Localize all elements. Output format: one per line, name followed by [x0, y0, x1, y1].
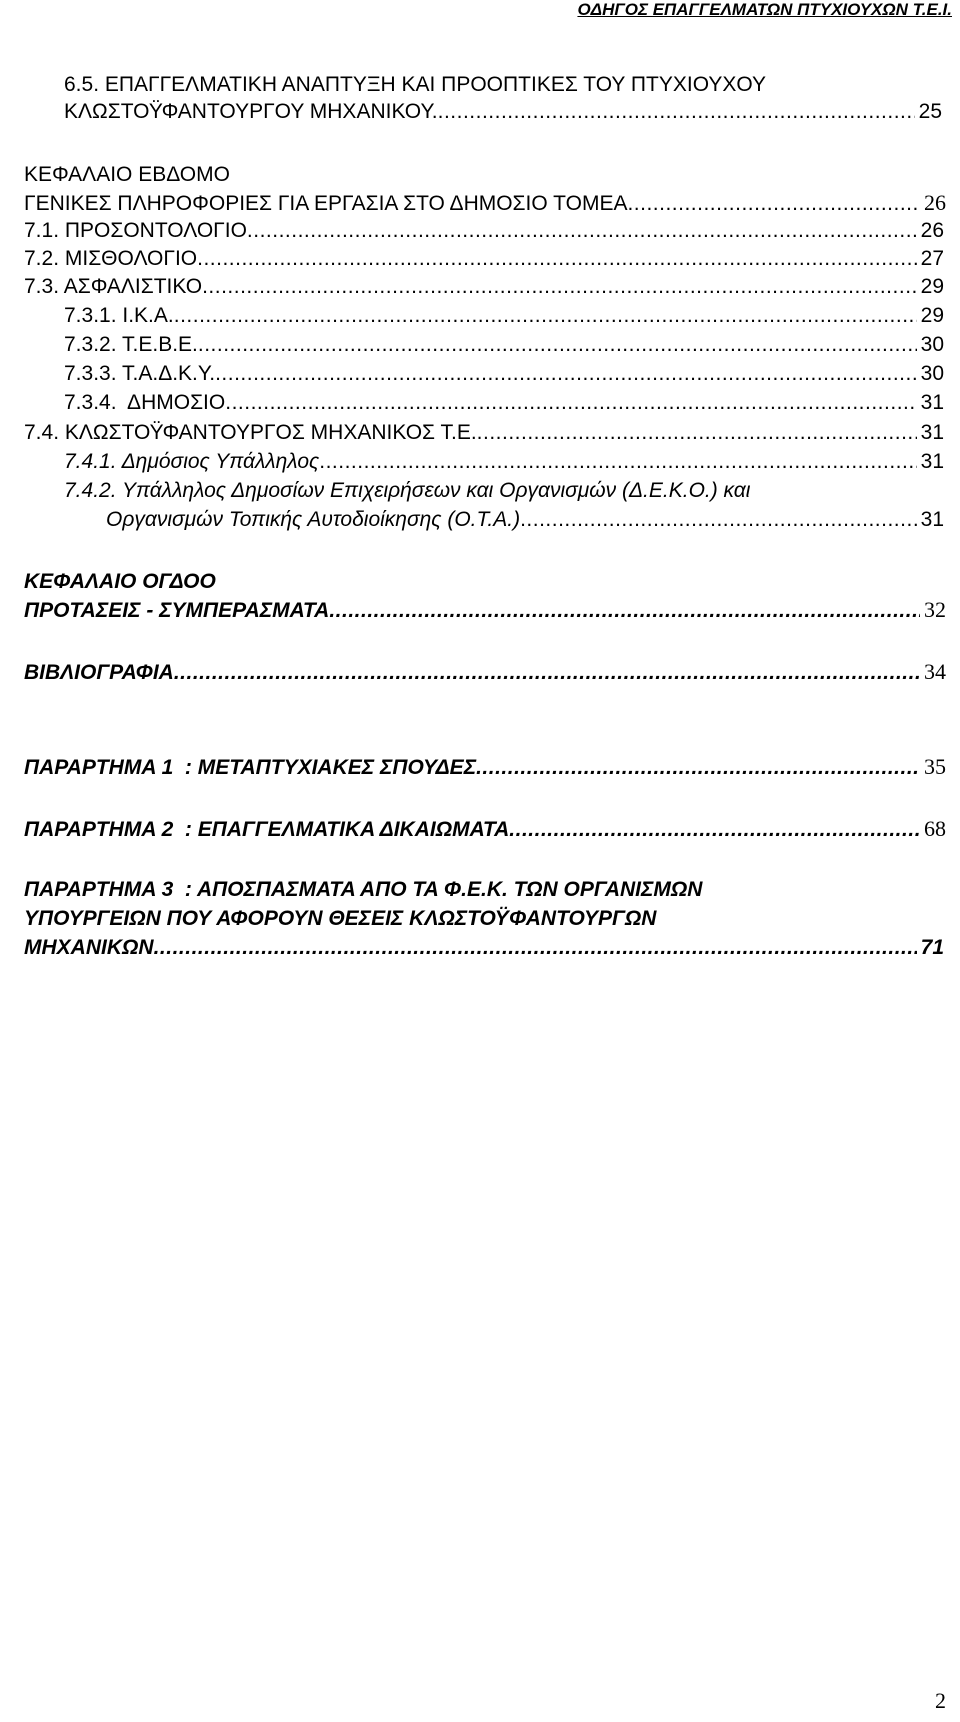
- toc-entry-7-3[interactable]: [24, 274, 944, 300]
- chapter-7-title: ΚΕΦΑΛΑΙΟ ΕΒΔΟΜΟ: [24, 163, 230, 186]
- toc-page-number: 30: [920, 333, 944, 356]
- toc-page-number: 31: [920, 508, 944, 531]
- toc-entry-label: 7.2. ΜΙΣΘΟΛΟΓΙΟ: [24, 247, 198, 270]
- toc-entry-label: ΜΗΧΑΝΙΚΩΝ: [24, 936, 154, 959]
- toc-page-number: 29: [920, 304, 944, 327]
- toc-entry-label: 7.3.1. Ι.Κ.Α.: [64, 304, 174, 327]
- toc-entry-6-5[interactable]: [64, 99, 942, 125]
- toc-entry-label: 7.4. ΚΛΩΣΤΟΫΦΑΝΤΟΥΡΓΟΣ ΜΗΧΑΝΙΚΟΣ Τ.Ε.: [24, 421, 477, 444]
- toc-entry-bibliography[interactable]: [24, 659, 946, 685]
- toc-entry-7-4-2[interactable]: [106, 507, 944, 533]
- toc-entry-label: ΠΑΡΑΡΤΗΜΑ 2 : ΕΠΑΓΓΕΛΜΑΤΙΚΑ ΔΙΚΑΙΩΜΑΤΑ: [24, 818, 510, 841]
- toc-page-number: 32: [924, 597, 946, 622]
- page-number: 2: [935, 1688, 946, 1713]
- toc-page-number: 71: [920, 936, 944, 959]
- toc-entry-7-3-3[interactable]: [64, 361, 944, 387]
- toc-page-number: 27: [920, 247, 944, 270]
- toc-entry-7-3-1[interactable]: [64, 303, 944, 329]
- toc-entry-label: 7.1. ΠΡΟΣΟΝΤΟΛΟΓΙΟ: [24, 219, 247, 242]
- toc-entry-label: 7.3.2. Τ.Ε.Β.Ε.: [64, 333, 198, 356]
- toc-entry-label: Οργανισμών Τοπικής Αυτοδιοίκησης (Ο.Τ.Α.): [106, 508, 521, 531]
- toc-entry-6-5-line1: 6.5. ΕΠΑΓΓΕΛΜΑΤΙΚΗ ΑΝΑΠΤΥΞΗ ΚΑΙ ΠΡΟΟΠΤΙΚΕΣ ΤΟΥ ΠΤΥΧΙΟΥΧΟΥ: [64, 73, 767, 96]
- toc-entry-7-2[interactable]: [24, 246, 944, 272]
- toc-page-number: 25: [918, 100, 942, 123]
- toc-page-number: 31: [920, 421, 944, 444]
- toc-entry-chapter-7[interactable]: [24, 190, 946, 216]
- running-header: ΟΔΗΓΟΣ ΕΠΑΓΓΕΛΜΑΤΩΝ ΠΤΥΧΙΟΥΧΩΝ Τ.Ε.Ι.: [577, 0, 952, 19]
- toc-entry-label: ΓΕΝΙΚΕΣ ΠΛΗΡΟΦΟΡΙΕΣ ΓΙΑ ΕΡΓΑΣΙΑ ΣΤΟ ΔΗΜΟΣΙΟ ΤΟΜΕΑ: [24, 192, 628, 215]
- toc-entry-label: ΚΛΩΣΤΟΫΦΑΝΤΟΥΡΓΟΥ ΜΗΧΑΝΙΚΟΥ.: [64, 100, 438, 123]
- toc-page-number: 29: [920, 275, 944, 298]
- toc-page-number: 31: [920, 391, 944, 414]
- toc-entry-appendix-3[interactable]: [24, 935, 944, 961]
- toc-page-number: 31: [920, 450, 944, 473]
- toc-entry-appendix-2[interactable]: [24, 816, 946, 842]
- toc-entry-label: ΠΡΟΤΑΣΕΙΣ - ΣΥΜΠΕΡΑΣΜΑΤΑ: [24, 599, 330, 622]
- toc-entry-label: 7.3.3. Τ.Α.Δ.Κ.Υ.: [64, 362, 216, 385]
- toc-entry-7-3-4[interactable]: [64, 390, 944, 416]
- toc-entry-7-3-2[interactable]: [64, 332, 944, 358]
- toc-entry-label: ΠΑΡΑΡΤΗΜΑ 1 : ΜΕΤΑΠΤΥΧΙΑΚΕΣ ΣΠΟΥΔΕΣ: [24, 756, 477, 779]
- toc-entry-chapter-8[interactable]: [24, 597, 946, 623]
- toc-entry-label: 7.4.1. Δημόσιος Υπάλληλος: [64, 450, 320, 473]
- chapter-8-title: ΚΕΦΑΛΑΙΟ ΟΓΔΟΟ: [24, 570, 216, 593]
- toc-entry-label: ΒΙΒΛΙΟΓΡΑΦΙΑ: [24, 661, 174, 684]
- toc-entry-label: 7.3.4. ΔΗΜΟΣΙΟ: [64, 391, 226, 414]
- toc-page-number: 26: [924, 190, 946, 215]
- toc-entry-7-4-2-line1: 7.4.2. Υπάλληλος Δημοσίων Επιχειρήσεων και Οργανισμών (Δ.Ε.Κ.Ο.) και: [64, 479, 751, 502]
- toc-entry-appendix-3-line2: ΥΠΟΥΡΓΕΙΩΝ ΠΟΥ ΑΦΟΡΟΥΝ ΘΕΣΕΙΣ ΚΛΩΣΤΟΫΦΑΝΤΟΥΡΓΩΝ: [24, 907, 657, 930]
- toc-entry-label: 7.3. ΑΣΦΑΛΙΣΤΙΚΟ: [24, 275, 203, 298]
- toc-entry-appendix-3-line1: ΠΑΡΑΡΤΗΜΑ 3 : ΑΠΟΣΠΑΣΜΑΤΑ ΑΠΟ ΤΑ Φ.Ε.Κ. ΤΩΝ ΟΡΓΑΝΙΣΜΩΝ: [24, 878, 703, 901]
- toc-entry-7-4-1[interactable]: [64, 449, 944, 475]
- toc-entry-7-4[interactable]: [24, 420, 944, 446]
- toc-page-number: 34: [924, 659, 946, 684]
- toc-entry-appendix-1[interactable]: [24, 754, 946, 780]
- toc-page-number: 35: [924, 754, 946, 779]
- toc-entry-7-1[interactable]: [24, 218, 944, 244]
- toc-page-number: 68: [924, 816, 946, 841]
- toc-page-number: 30: [920, 362, 944, 385]
- toc-page-number: 26: [920, 219, 944, 242]
